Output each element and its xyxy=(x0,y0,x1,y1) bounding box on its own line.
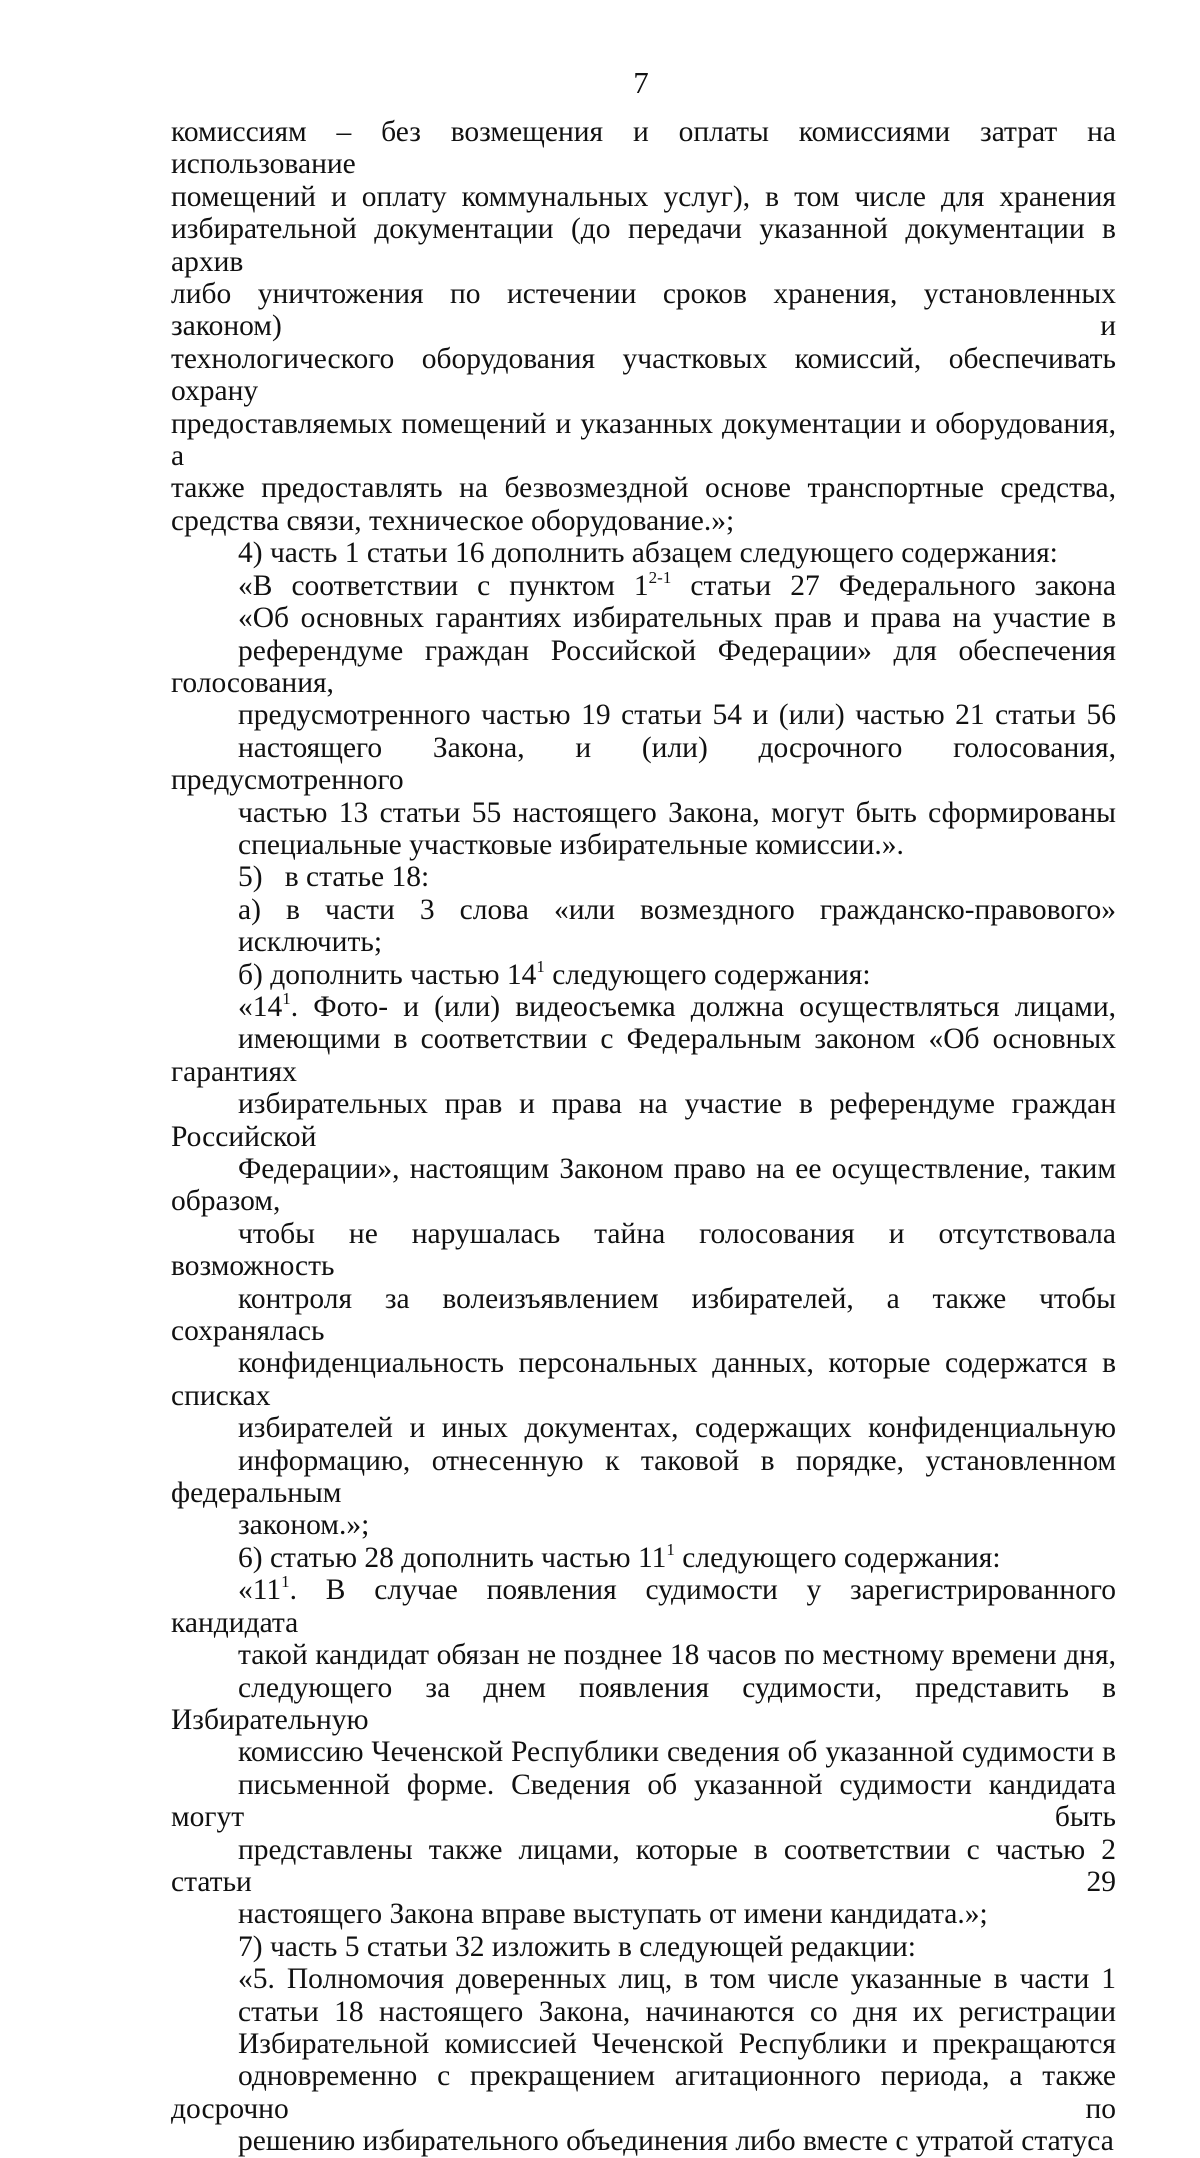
superscript: 1 xyxy=(281,1572,290,1592)
paragraph-p11 xyxy=(171,1963,1116,2157)
text-line: избирательных прав и права на участие в референдуме граждан Российской xyxy=(171,1088,1116,1153)
paragraph-p1 xyxy=(171,116,1116,537)
paragraph-p2 xyxy=(171,537,1116,569)
text-line: чтобы не нарушалась тайна голосования и отсутствовала возможность xyxy=(171,1217,1116,1283)
text-line: решению избирательного объединения либо вместе с утратой статуса xyxy=(238,2125,1114,2158)
text-line: 4) часть 1 статьи 16 дополнить абзацем следующего содержания: xyxy=(238,537,1058,570)
text-line: конфиденциальность персональных данных, которые содержатся в списках xyxy=(171,1347,1116,1412)
text-line: предоставляемых помещений и указанных документации и оборудования, а xyxy=(171,407,1116,473)
text-line: 7) часть 5 статьи 32 изложить в следующей редакции: xyxy=(238,1930,916,1963)
superscript: 1 xyxy=(282,988,291,1008)
text-line: информацию, отнесенную к таковой в порядке, установленном федеральным xyxy=(171,1444,1116,1510)
text-line: настоящего Закона вправе выступать от имени кандидата.»; xyxy=(238,1898,988,1931)
text-line: референдуме граждан Российской Федерации» для обеспечения голосования, xyxy=(171,634,1116,699)
text-line: следующего за днем появления судимости, представить в Избирательную xyxy=(171,1671,1116,1736)
text-line: статьи 18 настоящего Закона, начинаются со дня их регистрации xyxy=(238,1995,1116,2028)
paragraph-p8 xyxy=(171,1539,1116,1574)
text-line: настоящего Закона, и (или) досрочного голосования, предусмотренного xyxy=(171,731,1116,797)
text-line: законом.»; xyxy=(238,1509,370,1542)
paragraph-p5 xyxy=(171,894,1116,959)
paragraph-p4 xyxy=(171,861,1116,893)
text-line: представлены также лицами, которые в соответствии с частью 2 статьи 29 xyxy=(171,1833,1116,1898)
text-line: б) дополнить частью $14^1$ следующего содержания: xyxy=(238,956,871,991)
superscript: 2-1 xyxy=(648,567,672,587)
paragraph-p10 xyxy=(171,1931,1116,1963)
paragraph-p6 xyxy=(171,956,1116,991)
superscript: 1 xyxy=(536,956,545,976)
paragraph-p9 xyxy=(171,1574,1116,1930)
text-line: одновременно с прекращением агитационного периода, а также досрочно по xyxy=(171,2060,1116,2125)
text-line: а) в части 3 слова «или возмездного гражданско-правового» xyxy=(238,893,1116,926)
text-line: «$11^1$. В случае появления судимости у зарегистрированного кандидата xyxy=(171,1572,1116,1639)
superscript: 1 xyxy=(666,1539,675,1559)
text-line: контроля за волеизъявлением избирателей, а также чтобы сохранялась xyxy=(171,1282,1116,1348)
text-line: 6) статью 28 дополнить частью $11^1$ следующего содержания: xyxy=(238,1539,1001,1574)
text-line: «Об основных гарантиях избирательных прав и права на участие в xyxy=(238,602,1116,635)
text-line: «$14^1$. Фото- и (или) видеосъемка должна осуществляться лицами, xyxy=(238,988,1116,1023)
text-line: письменной форме. Сведения об указанной судимости кандидата могут быть xyxy=(171,1768,1116,1834)
paragraph-p3 xyxy=(171,567,1116,862)
text-line: комиссию Чеченской Республики сведения об указанной судимости в xyxy=(238,1736,1116,1769)
text-line: либо уничтожения по истечении сроков хранения, установленных законом) и xyxy=(171,278,1116,343)
text-line: частью 13 статьи 55 настоящего Закона, могут быть сформированы xyxy=(238,796,1116,829)
text-line: помещений и оплату коммунальных услуг), в том числе для хранения xyxy=(171,180,1116,213)
text-line: исключить; xyxy=(238,926,383,959)
text-line: избирательной документации (до передачи указанной документации в архив xyxy=(171,213,1116,278)
text-line: также предоставлять на безвозмездной основе транспортные средства, xyxy=(171,472,1116,505)
text-line: предусмотренного частью 19 статьи 54 и (или) частью 21 статьи 56 xyxy=(238,699,1116,732)
page-number: 7 xyxy=(633,65,649,100)
text-line: имеющими в соответствии с Федеральным законом «Об основных гарантиях xyxy=(171,1023,1116,1088)
text-line: «5. Полномочия доверенных лиц, в том числе указанные в части 1 xyxy=(238,1963,1116,1996)
text-line: средства связи, техническое оборудование.»; xyxy=(171,504,735,537)
text-line: Избирательной комиссией Чеченской Республики и прекращаются xyxy=(238,2027,1116,2060)
text-line: Федерации», настоящим Законом право на ее осуществление, таким образом, xyxy=(171,1153,1116,1218)
document-body xyxy=(171,116,1116,2158)
text-line: 5) в статье 18: xyxy=(238,861,430,894)
text-line: избирателей и иных документах, содержащих конфиденциальную xyxy=(238,1412,1116,1445)
text-line: «В соответствии с пунктом 1$^{2-1}$ статьи 27 Федерального закона xyxy=(238,567,1116,602)
paragraph-p7 xyxy=(171,988,1116,1542)
text-line: такой кандидат обязан не позднее 18 часов по местному времени дня, xyxy=(238,1639,1116,1672)
text-line: комиссиям – без возмещения и оплаты комиссиями затрат на использование xyxy=(171,116,1116,181)
text-line: технологического оборудования участковых комиссий, обеспечивать охрану xyxy=(171,342,1116,408)
text-line: специальные участковые избирательные комиссии.». xyxy=(238,828,904,861)
